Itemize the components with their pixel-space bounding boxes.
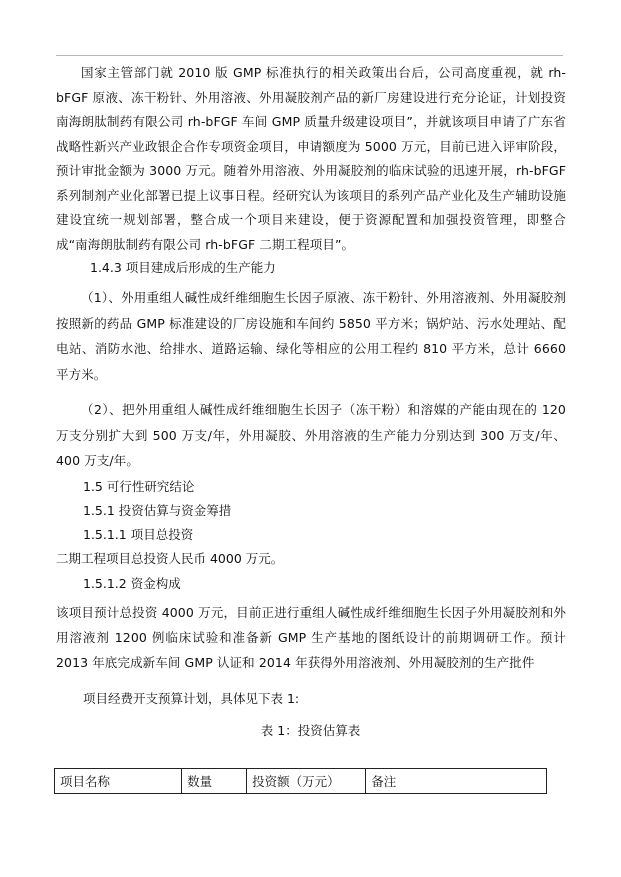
section-heading-1-5-1-1: 1.5.1.1 项目总投资 <box>83 527 194 542</box>
section-heading-1-5-1: 1.5.1 投资估算与资金筹措 <box>83 503 232 518</box>
section-heading-1-5-1-2: 1.5.1.2 资金构成 <box>83 576 181 591</box>
investment-table <box>54 768 547 794</box>
intro-paragraph: 国家主管部门就 2010 版 GMP 标准执行的相关政策出台后，公司高度重视，就 rh-bFGF 原液、冻干粉针、外用溶液、外用凝胶剂产品的新厂房建设进行充分论证，计划投资南海朗肽制药有限公司 rh-bFGF 车间 GMP 质量升级建设项目”，并就该项目申请了广东省战略性新兴产业政银企合作专项资金项目，申请额度为 5000 万元，目前已进入评审阶段，预计审批金额为 3000 万元。随着外用溶液、外用凝胶剂的临床试验的迅速开展，rh-bFGF 系列制剂产业化部署已提上议事日程。经研究认为该项目的系列产品产业化及生产辅助设施建设宜统一规划部署，整合成一个项目来建设，便于资源配置和加强投资管理，即整合成“南海朗肽制药有限公司 rh-bFGF 二期工程项目”。 <box>56 65 566 252</box>
table-header-cell: 备注 <box>366 769 547 794</box>
table-header-cell: 项目名称 <box>55 769 182 794</box>
section-heading-1-5: 1.5 可行性研究结论 <box>83 479 195 494</box>
table-header-cell: 投资额（万元） <box>247 769 366 794</box>
capacity-paragraph-1: （1）、外用重组人碱性成纤维细胞生长因子原液、冻干粉针、外用溶液剂、外用凝胶剂按照新的药品 GMP 标准建设的厂房设施和车间约 5850 平方米；锅炉站、污水处理站、配电站、消防水池、给排水、道路运输、绿化等相应的公用工程约 810 平方米，总计 6660 平方米。 <box>56 290 566 382</box>
capacity-paragraph-2: （2）、把外用重组人碱性成纤维细胞生长因子（冻干粉）和溶媒的产能由现在的 120 万支分别扩大到 500 万支/年，外用凝胶、外用溶液的生产能力分别达到 300 万支/年、400 万支/年。 <box>56 402 566 468</box>
total-investment-text: 二期工程项目总投资人民币 4000 万元。 <box>56 551 284 566</box>
funding-paragraph: 该项目预计总投资 4000 万元，目前正进行重组人碱性成纤维细胞生长因子外用凝胶剂和外用溶液剂 1200 例临床试验和准备新 GMP 生产基地的图纸设计的前期调研工作。预计 2013 年底完成新车间 GMP 认证和 2014 年获得外用溶液剂、外用凝胶剂的生产批件 <box>56 605 566 670</box>
header-rule <box>56 55 563 56</box>
budget-intro-text: 项目经费开支预算计划，具体见下表 1: <box>83 691 300 706</box>
section-heading-1-4-3: 1.4.3 项目建成后形成的生产能力 <box>90 260 276 275</box>
table-header-cell: 数量 <box>182 769 247 794</box>
table-title: 表 1：投资估算表 <box>260 723 361 738</box>
table-header-row <box>55 769 547 794</box>
